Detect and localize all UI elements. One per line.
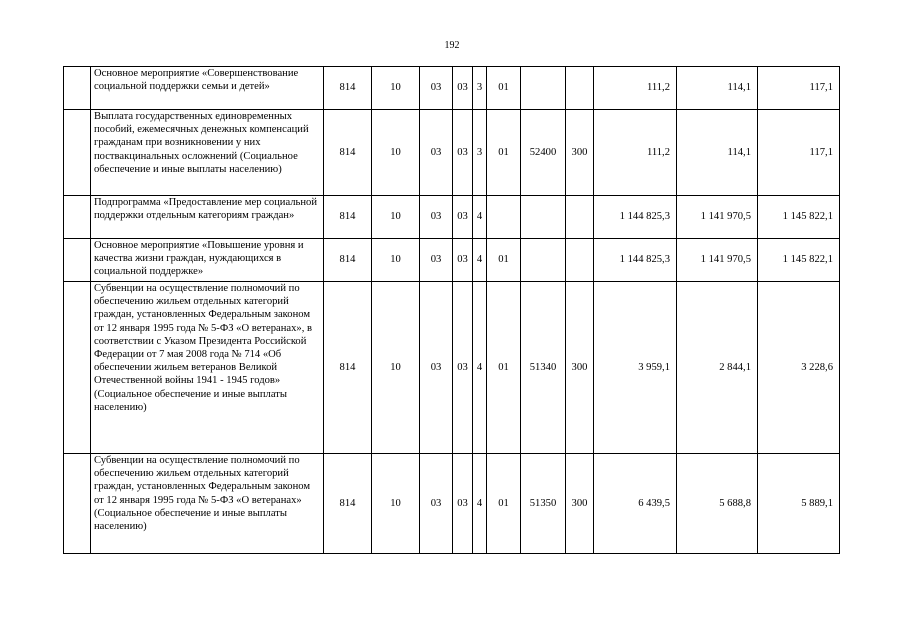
amount-year-3: 5 889,1 <box>758 454 840 554</box>
section-code: 10 <box>372 67 420 110</box>
grbs-code: 814 <box>324 282 372 454</box>
program-code: 03 <box>453 110 473 196</box>
amount-year-3: 1 145 822,1 <box>758 239 840 282</box>
subprogram-code: 3 <box>473 67 487 110</box>
item-name: Выплата государственных единовременных пособий, ежемесячных денежных компенсаций гражданам при возникновении у них поствакцинальных осложнений (Социальное обеспечение и иные выплаты населению) <box>91 110 324 196</box>
amount-year-2: 5 688,8 <box>677 454 758 554</box>
table-row <box>64 110 840 196</box>
subprogram-code: 4 <box>473 196 487 239</box>
section-code: 10 <box>372 196 420 239</box>
measure-code <box>487 196 521 239</box>
empty-cell <box>64 110 91 196</box>
amount-year-1: 111,2 <box>594 67 677 110</box>
expense-type-code <box>566 196 594 239</box>
measure-code: 01 <box>487 67 521 110</box>
section-code: 10 <box>372 239 420 282</box>
page-number: 192 <box>444 40 460 51</box>
subprogram-code: 4 <box>473 282 487 454</box>
subsection-code: 03 <box>420 282 453 454</box>
grbs-code: 814 <box>324 239 372 282</box>
empty-cell <box>64 454 91 554</box>
empty-cell <box>64 282 91 454</box>
budget-table <box>63 66 840 554</box>
expense-type-code <box>566 239 594 282</box>
empty-cell <box>64 196 91 239</box>
subsection-code: 03 <box>420 110 453 196</box>
direction-code <box>521 67 566 110</box>
measure-code: 01 <box>487 282 521 454</box>
subprogram-code: 4 <box>473 454 487 554</box>
empty-cell <box>64 67 91 110</box>
item-name: Подпрограмма «Предоставление мер социальной поддержки отдельным категориям граждан» <box>91 196 324 239</box>
amount-year-1: 3 959,1 <box>594 282 677 454</box>
subsection-code: 03 <box>420 67 453 110</box>
grbs-code: 814 <box>324 67 372 110</box>
amount-year-1: 6 439,5 <box>594 454 677 554</box>
program-code: 03 <box>453 67 473 110</box>
section-code: 10 <box>372 110 420 196</box>
section-code: 10 <box>372 282 420 454</box>
amount-year-1: 1 144 825,3 <box>594 196 677 239</box>
program-code: 03 <box>453 196 473 239</box>
amount-year-2: 1 141 970,5 <box>677 239 758 282</box>
program-code: 03 <box>453 454 473 554</box>
program-code: 03 <box>453 282 473 454</box>
table-row <box>64 196 840 239</box>
empty-cell <box>64 239 91 282</box>
table-row <box>64 282 840 454</box>
subprogram-code: 4 <box>473 239 487 282</box>
amount-year-3: 117,1 <box>758 67 840 110</box>
expense-type-code: 300 <box>566 110 594 196</box>
amount-year-3: 3 228,6 <box>758 282 840 454</box>
subsection-code: 03 <box>420 239 453 282</box>
expense-type-code <box>566 67 594 110</box>
measure-code: 01 <box>487 110 521 196</box>
subsection-code: 03 <box>420 196 453 239</box>
amount-year-3: 117,1 <box>758 110 840 196</box>
table-row <box>64 454 840 554</box>
amount-year-2: 114,1 <box>677 110 758 196</box>
item-name: Основное мероприятие «Совершенствование социальной поддержки семьи и детей» <box>91 67 324 110</box>
amount-year-1: 111,2 <box>594 110 677 196</box>
item-name: Субвенции на осуществление полномочий по обеспечению жильем отдельных категорий граждан, установленных Федеральным законом от 12 января 1995 года № 5-ФЗ «О ветеранах» (Социальное обеспечение и иные выплаты населению) <box>91 454 324 554</box>
measure-code: 01 <box>487 454 521 554</box>
amount-year-3: 1 145 822,1 <box>758 196 840 239</box>
item-name: Субвенции на осуществление полномочий по обеспечению жильем отдельных категорий граждан, установленных Федеральным законом от 12 января 1995 года № 5-ФЗ «О ветеранах», в соответствии с Указом Президента Российской Федерации от 7 мая 2008 года № 714 «Об обеспечении жильем ветеранов Великой Отечественной войны 1941 - 1945 годов» (Социальное обеспечение и иные выплаты населению) <box>91 282 324 454</box>
expense-type-code: 300 <box>566 454 594 554</box>
direction-code: 51340 <box>521 282 566 454</box>
program-code: 03 <box>453 239 473 282</box>
direction-code: 52400 <box>521 110 566 196</box>
amount-year-2: 1 141 970,5 <box>677 196 758 239</box>
direction-code <box>521 196 566 239</box>
table-row <box>64 239 840 282</box>
item-name: Основное мероприятие «Повышение уровня и качества жизни граждан, нуждающихся в социальной поддержке» <box>91 239 324 282</box>
amount-year-2: 114,1 <box>677 67 758 110</box>
grbs-code: 814 <box>324 454 372 554</box>
grbs-code: 814 <box>324 196 372 239</box>
measure-code: 01 <box>487 239 521 282</box>
grbs-code: 814 <box>324 110 372 196</box>
direction-code <box>521 239 566 282</box>
amount-year-1: 1 144 825,3 <box>594 239 677 282</box>
section-code: 10 <box>372 454 420 554</box>
direction-code: 51350 <box>521 454 566 554</box>
table-row <box>64 67 840 110</box>
expense-type-code: 300 <box>566 282 594 454</box>
subsection-code: 03 <box>420 454 453 554</box>
amount-year-2: 2 844,1 <box>677 282 758 454</box>
subprogram-code: 3 <box>473 110 487 196</box>
